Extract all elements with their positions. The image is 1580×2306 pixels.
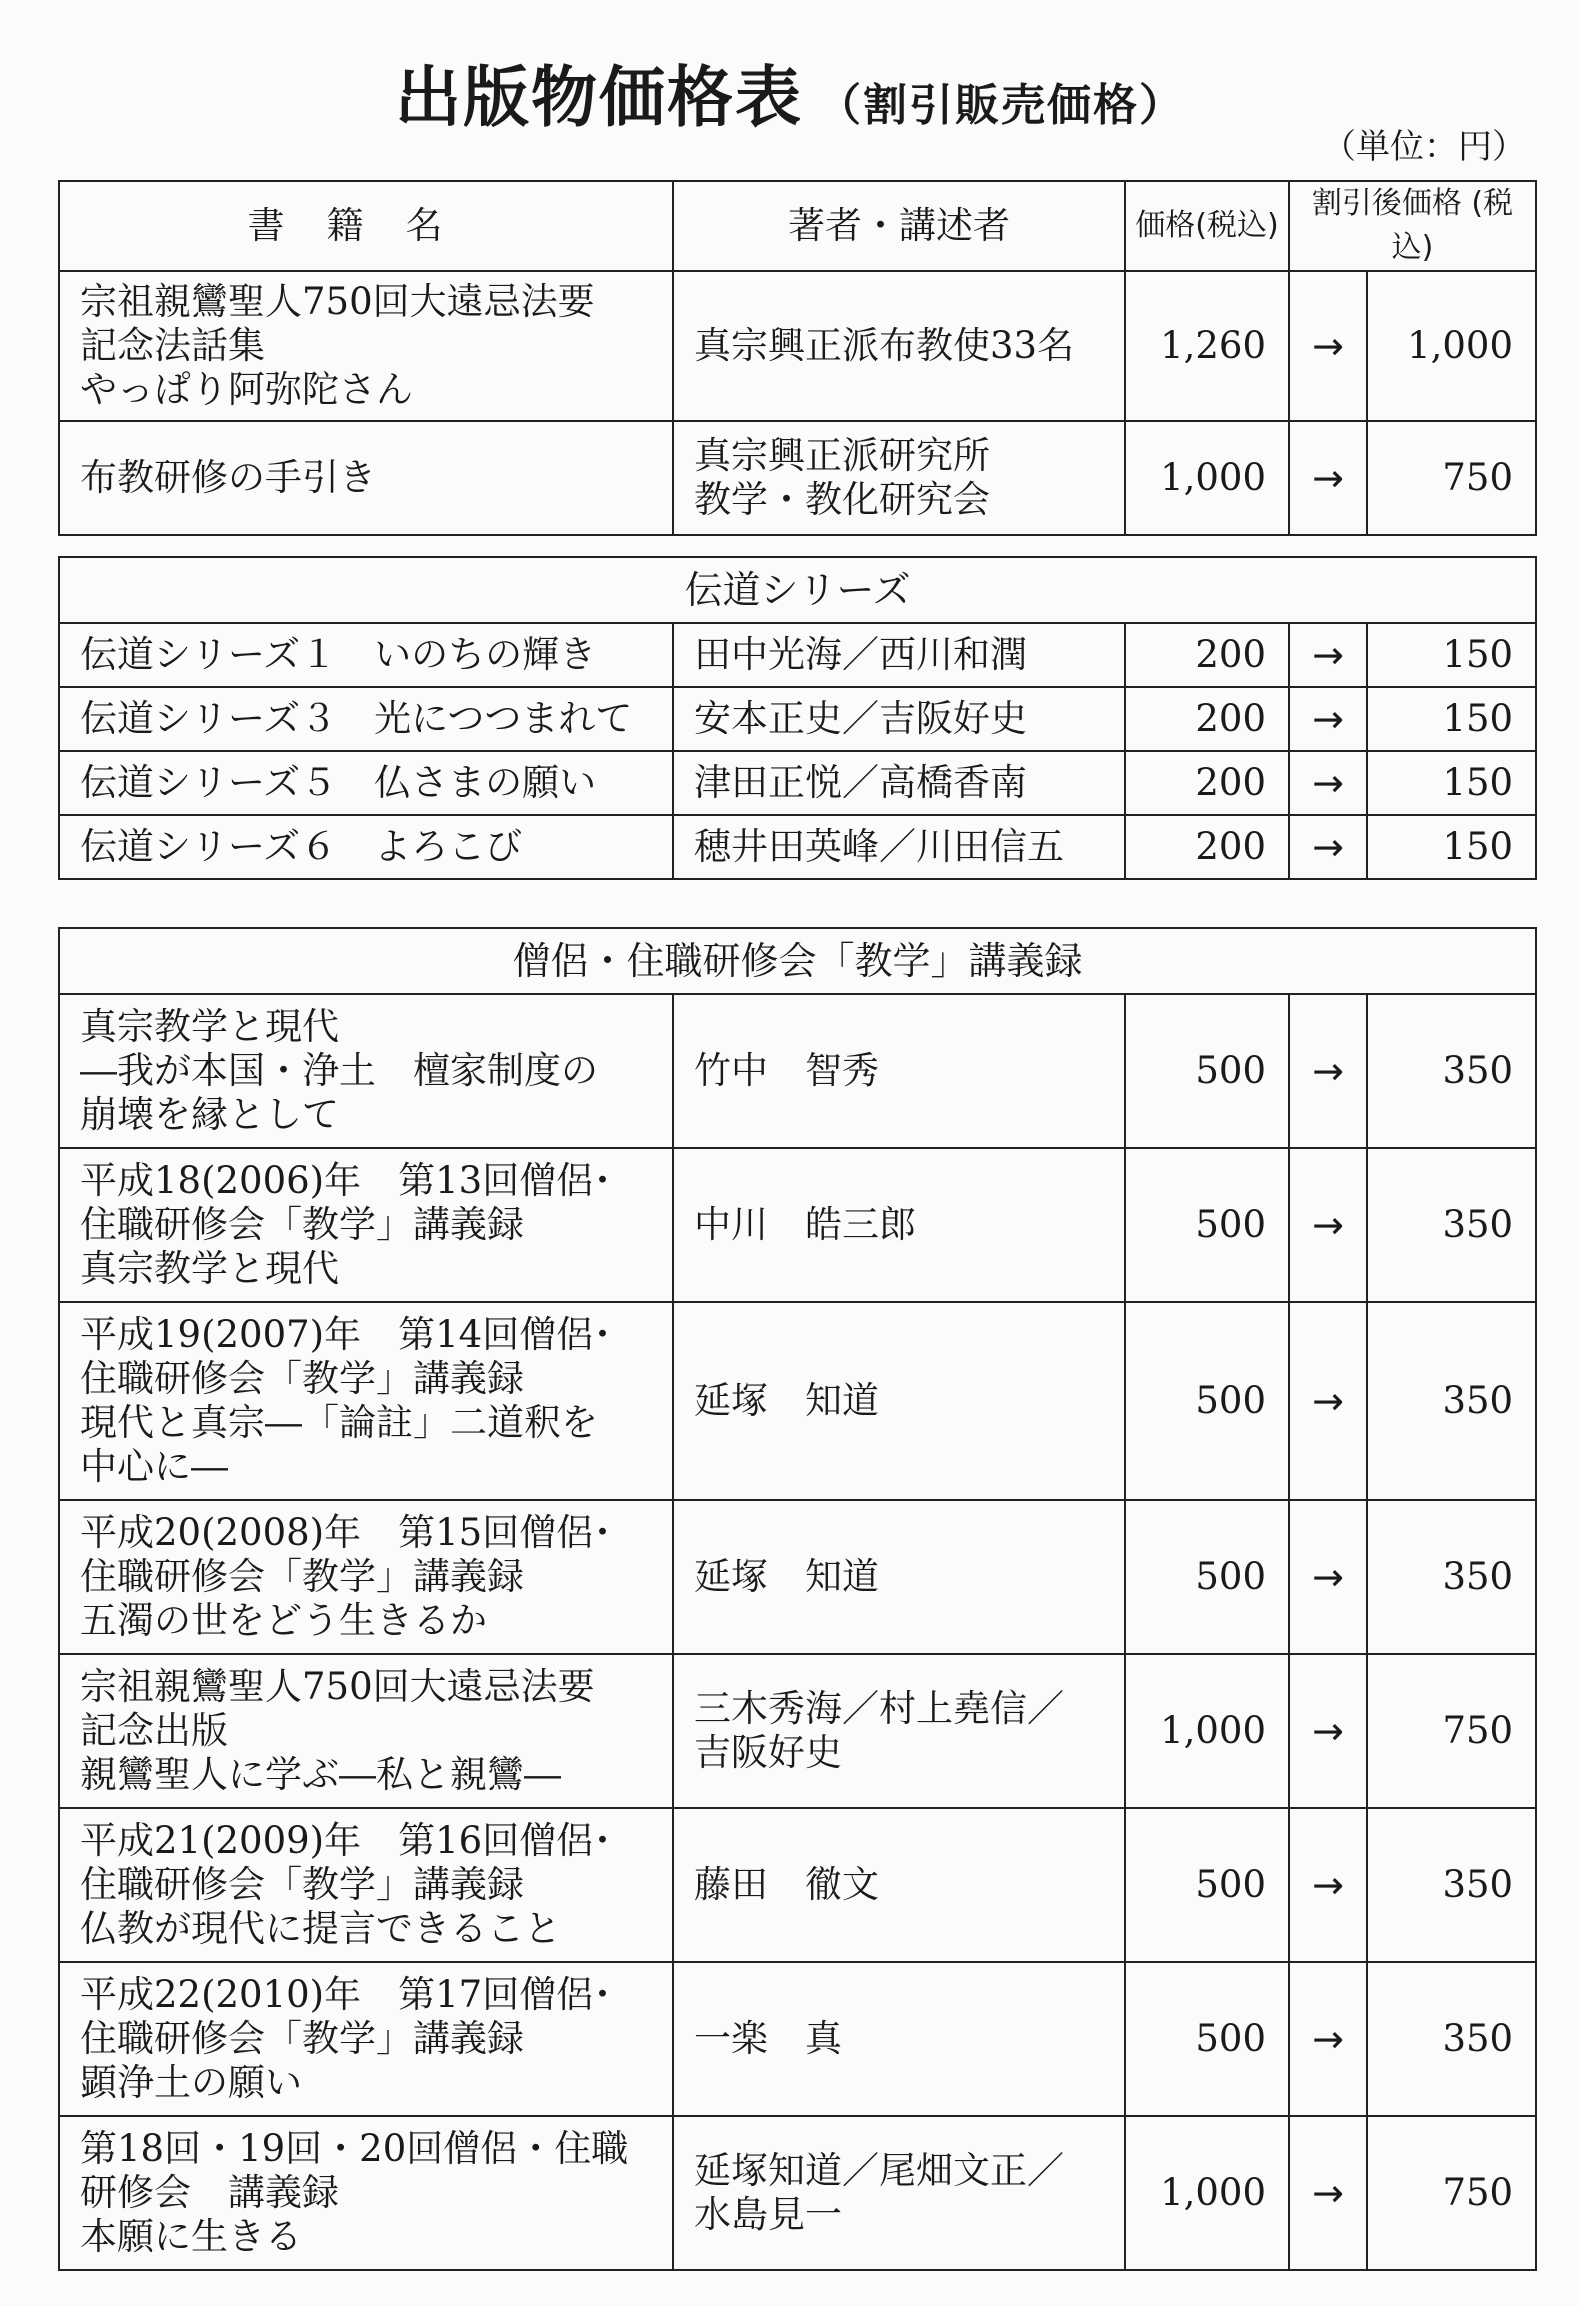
table-row [59, 421, 1536, 535]
text-line: 藤田 徹文 [694, 1863, 879, 1906]
text-line: 延塚 知道 [694, 1555, 879, 1598]
text-line: 田中光海／西川和潤 [694, 633, 1027, 676]
price-cell: 1,000 [1125, 1654, 1289, 1808]
discount-price-cell: 750 [1367, 421, 1536, 535]
text-line: 中川 皓三郎 [694, 1203, 916, 1246]
book-name-cell [59, 1654, 673, 1808]
price-cell: 500 [1125, 1500, 1289, 1654]
discount-price-cell: 350 [1367, 1500, 1536, 1654]
arrow-icon: → [1289, 421, 1367, 535]
table-row [59, 623, 1536, 687]
arrow-icon: → [1289, 1962, 1367, 2116]
text-line: 住職研修会「教学」講義録 [80, 2017, 524, 2060]
author-cell [673, 623, 1125, 687]
price-cell: 200 [1125, 815, 1289, 879]
table-row [59, 2116, 1536, 2270]
text-line: 住職研修会「教学」講義録 [80, 1863, 524, 1906]
book-name-cell [59, 1808, 673, 1962]
author-cell [673, 1654, 1125, 1808]
book-name-cell [59, 1962, 673, 2116]
discount-price-cell: 150 [1367, 751, 1536, 815]
discount-price-cell: 350 [1367, 994, 1536, 1148]
text-line: 穂井田英峰／川田信五 [694, 825, 1064, 868]
text-line: 現代と真宗―「論註」二道釈を [80, 1401, 598, 1444]
header-book-name: 書籍名 [59, 181, 673, 271]
book-name-cell [59, 815, 673, 879]
arrow-icon: → [1289, 1500, 1367, 1654]
table-row [59, 687, 1536, 751]
text-line: 津田正悦／高橋香南 [694, 761, 1027, 804]
price-cell: 500 [1125, 1808, 1289, 1962]
author-cell [673, 1500, 1125, 1654]
book-name-cell [59, 687, 673, 751]
author-cell [673, 994, 1125, 1148]
arrow-icon: → [1289, 1808, 1367, 1962]
text-line: 記念出版 [80, 1709, 228, 1752]
text-line: 住職研修会「教学」講義録 [80, 1203, 524, 1246]
text-line: 真宗教学と現代 [80, 1247, 339, 1290]
author-cell [673, 1148, 1125, 1302]
book-name-cell [59, 2116, 673, 2270]
title-subtitle: （割引販売価格） [817, 80, 1185, 131]
text-line: 真宗興正派布教使33名 [694, 324, 1075, 367]
discount-price-cell: 150 [1367, 687, 1536, 751]
price-cell: 200 [1125, 751, 1289, 815]
text-line: 親鸞聖人に学ぶ―私と親鸞― [80, 1753, 561, 1796]
discount-price-cell: 350 [1367, 1148, 1536, 1302]
table-row [59, 1500, 1536, 1654]
price-cell: 1,000 [1125, 421, 1289, 535]
text-line: 伝道シリーズ６ よろこび [80, 825, 523, 868]
price-table-lectures [58, 927, 1537, 2271]
section-title: 僧侶・住職研修会「教学」講義録 [59, 928, 1536, 994]
text-line: 竹中 智秀 [694, 1049, 879, 1092]
text-line: 第18回・19回・20回僧侶・住職 [80, 2127, 629, 2170]
author-cell [673, 815, 1125, 879]
text-line: 平成21(2009)年 第16回僧侶･ [80, 1819, 612, 1862]
book-name-cell [59, 1302, 673, 1500]
price-cell: 500 [1125, 1962, 1289, 2116]
title-main: 出版物価格表 [395, 59, 803, 136]
text-line: 宗祖親鸞聖人750回大遠忌法要 [80, 280, 595, 323]
price-table-dendo-series [58, 556, 1537, 880]
discount-price-cell: 150 [1367, 815, 1536, 879]
author-cell [673, 687, 1125, 751]
price-cell: 1,260 [1125, 271, 1289, 421]
table-header [59, 181, 1536, 271]
arrow-icon: → [1289, 994, 1367, 1148]
table-row [59, 1962, 1536, 2116]
text-line: 五濁の世をどう生きるか [80, 1599, 487, 1642]
discount-price-cell: 350 [1367, 1808, 1536, 1962]
arrow-icon: → [1289, 751, 1367, 815]
price-table-main [58, 180, 1537, 536]
arrow-icon: → [1289, 623, 1367, 687]
author-cell [673, 1808, 1125, 1962]
text-line: ―我が本国・浄土 檀家制度の [80, 1049, 598, 1092]
book-name-cell [59, 994, 673, 1148]
text-line: 伝道シリーズ５ 仏さまの願い [80, 761, 597, 804]
text-line: 研修会 講義録 [80, 2171, 339, 2214]
discount-price-cell: 750 [1367, 1654, 1536, 1808]
header-discount-price: 割引後価格 (税込) [1289, 181, 1536, 271]
book-name-cell [59, 1500, 673, 1654]
text-line: 伝道シリーズ１ いのちの輝き [80, 633, 597, 676]
text-line: 真宗興正派研究所 [694, 434, 990, 477]
text-line: 中心に― [80, 1445, 228, 1488]
text-line: 住職研修会「教学」講義録 [80, 1357, 524, 1400]
arrow-icon: → [1289, 1148, 1367, 1302]
arrow-icon: → [1289, 2116, 1367, 2270]
text-line: 崩壊を縁として [80, 1093, 339, 1136]
header-author: 著者・講述者 [673, 181, 1125, 271]
book-name-cell [59, 1148, 673, 1302]
table-row [59, 1808, 1536, 1962]
text-line: 平成22(2010)年 第17回僧侶･ [80, 1973, 612, 2016]
table-row [59, 751, 1536, 815]
price-cell: 500 [1125, 1148, 1289, 1302]
book-name-cell [59, 421, 673, 535]
author-cell [673, 751, 1125, 815]
text-line: 住職研修会「教学」講義録 [80, 1555, 524, 1598]
book-name-cell [59, 271, 673, 421]
text-line: 平成18(2006)年 第13回僧侶･ [80, 1159, 612, 1202]
text-line: 仏教が現代に提言できること [80, 1907, 561, 1950]
text-line: 吉阪好史 [694, 1731, 842, 1774]
text-line: 布教研修の手引き [80, 456, 376, 499]
text-line: 三木秀海／村上堯信／ [694, 1687, 1064, 1730]
price-cell: 200 [1125, 687, 1289, 751]
price-cell: 500 [1125, 994, 1289, 1148]
text-line: 教学・教化研究会 [694, 478, 990, 521]
table-row [59, 815, 1536, 879]
book-name-cell [59, 623, 673, 687]
discount-price-cell: 350 [1367, 1962, 1536, 2116]
section-title: 伝道シリーズ [59, 557, 1536, 623]
text-line: 一楽 真 [694, 2017, 842, 2060]
text-line: 顕浄土の願い [80, 2061, 302, 2104]
unit-note: （単位：円） [1322, 127, 1526, 167]
header-price: 価格(税込) [1125, 181, 1289, 271]
text-line: 水島見一 [694, 2193, 842, 2236]
arrow-icon: → [1289, 1302, 1367, 1500]
book-name-cell [59, 751, 673, 815]
text-line: 平成20(2008)年 第15回僧侶･ [80, 1511, 612, 1554]
text-line: 伝道シリーズ３ 光につつまれて [80, 697, 633, 740]
author-cell [673, 271, 1125, 421]
text-line: 安本正史／吉阪好史 [694, 697, 1027, 740]
discount-price-cell: 1,000 [1367, 271, 1536, 421]
price-cell: 1,000 [1125, 2116, 1289, 2270]
price-cell: 200 [1125, 623, 1289, 687]
table-row [59, 1148, 1536, 1302]
table-row [59, 1654, 1536, 1808]
author-cell [673, 1962, 1125, 2116]
text-line: やっぱり阿弥陀さん [80, 368, 413, 411]
discount-price-cell: 150 [1367, 623, 1536, 687]
text-line: 本願に生きる [80, 2215, 302, 2258]
text-line: 延塚 知道 [694, 1379, 879, 1422]
table-row [59, 271, 1536, 421]
discount-price-cell: 350 [1367, 1302, 1536, 1500]
arrow-icon: → [1289, 815, 1367, 879]
text-line: 平成19(2007)年 第14回僧侶･ [80, 1313, 612, 1356]
author-cell [673, 2116, 1125, 2270]
arrow-icon: → [1289, 687, 1367, 751]
author-cell [673, 421, 1125, 535]
author-cell [673, 1302, 1125, 1500]
text-line: 宗祖親鸞聖人750回大遠忌法要 [80, 1665, 595, 1708]
arrow-icon: → [1289, 271, 1367, 421]
text-line: 延塚知道／尾畑文正／ [694, 2149, 1064, 2192]
table-row [59, 994, 1536, 1148]
price-cell: 500 [1125, 1302, 1289, 1500]
discount-price-cell: 750 [1367, 2116, 1536, 2270]
text-line: 記念法話集 [80, 324, 265, 367]
table-row [59, 1302, 1536, 1500]
arrow-icon: → [1289, 1654, 1367, 1808]
text-line: 真宗教学と現代 [80, 1005, 339, 1048]
